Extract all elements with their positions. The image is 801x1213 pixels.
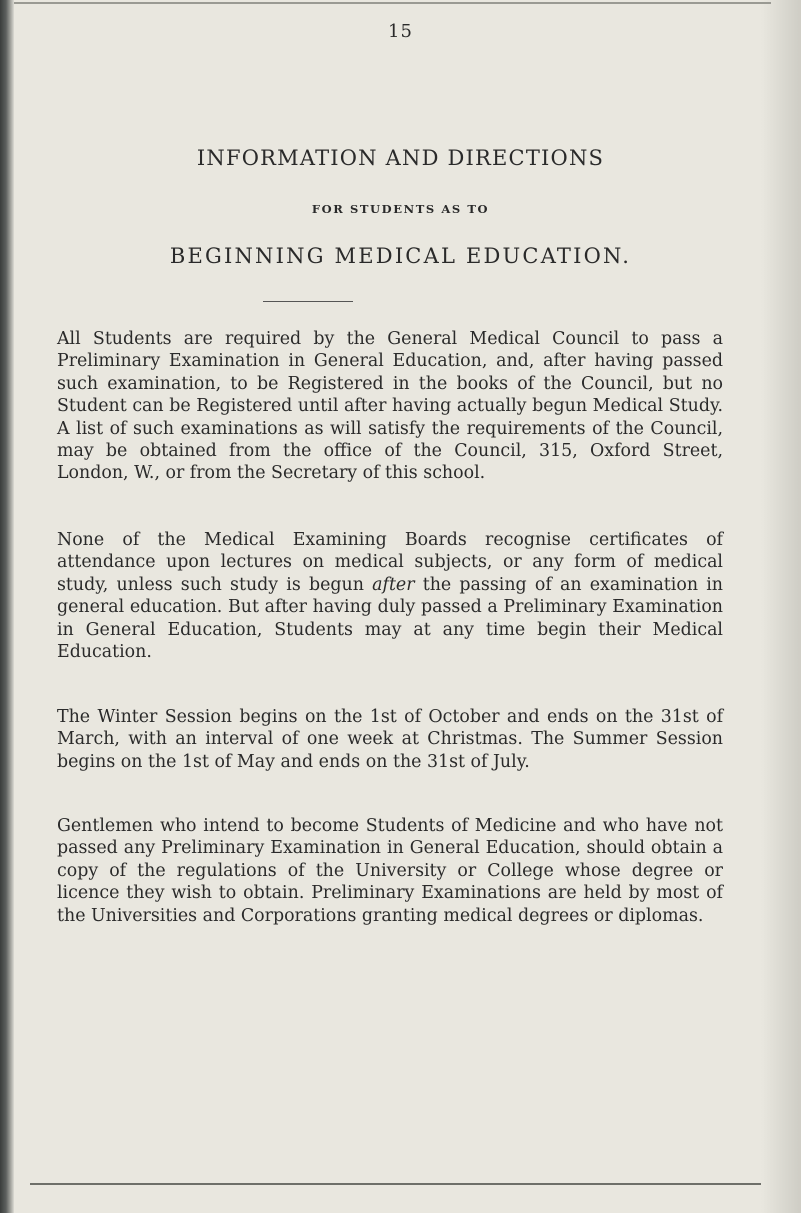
paragraph-registration [57, 328, 723, 513]
paragraph-text [57, 529, 723, 663]
paragraph-text-part: the passing of an examination in general education. But after having duly passed a Preliminary Examination in General Education, Students may at any time begin their Medical Education. [57, 574, 723, 663]
top-edge [14, 2, 771, 4]
paragraph-recognition [57, 529, 723, 691]
heading-title: INFORMATION AND DIRECTIONS [196, 146, 605, 170]
paragraph-gentlemen [57, 815, 723, 955]
emphasis-after: after [372, 574, 415, 595]
page-binding-edge [0, 0, 14, 1213]
paragraph-sessions [57, 706, 723, 801]
paragraph-text: Gentlemen who intend to become Students of Medicine and who have not passed any Preliminary Examination in General Education, should obtain a copy of the regulations of the University or College whose degree or licence they wish to obtain. Preliminary Examinations are held by most of the Universities and Corporations granting medical degrees or diplomas. [57, 816, 723, 926]
paragraph-text: All Students are required by the General Medical Council to pass a Preliminary Examination in General Education, and, after having passed such examination, to be Registered in the books of the Council, but no Student can be Registered until after having actually begun Medical Study. A list of such examinations as will satisfy the requirements of the Council, may be obtained from the office of the Council, 315, Oxford Street, London, W., or from the Secretary of this school. [57, 329, 723, 484]
right-page-edge [761, 0, 801, 1213]
paragraph-text: The Winter Session begins on the 1st of October and ends on the 31st of March, with an interval of one week at Christmas. The Summer Session begins on the 1st of May and ends on the 31st of July. [57, 707, 723, 772]
heading-title-secondary: BEGINNING MEDICAL EDUCATION. [169, 244, 632, 268]
bottom-edge [30, 1183, 761, 1185]
page-number: 15 [388, 21, 413, 42]
paragraph-text-part: None of the Medical Examining Boards recognise certificates of attendance upon lectures on medical subjects, or any form of medical study, unless such study is begun [57, 530, 723, 595]
heading-divider [263, 301, 353, 302]
heading-subtitle: FOR STUDENTS AS TO [311, 202, 490, 216]
